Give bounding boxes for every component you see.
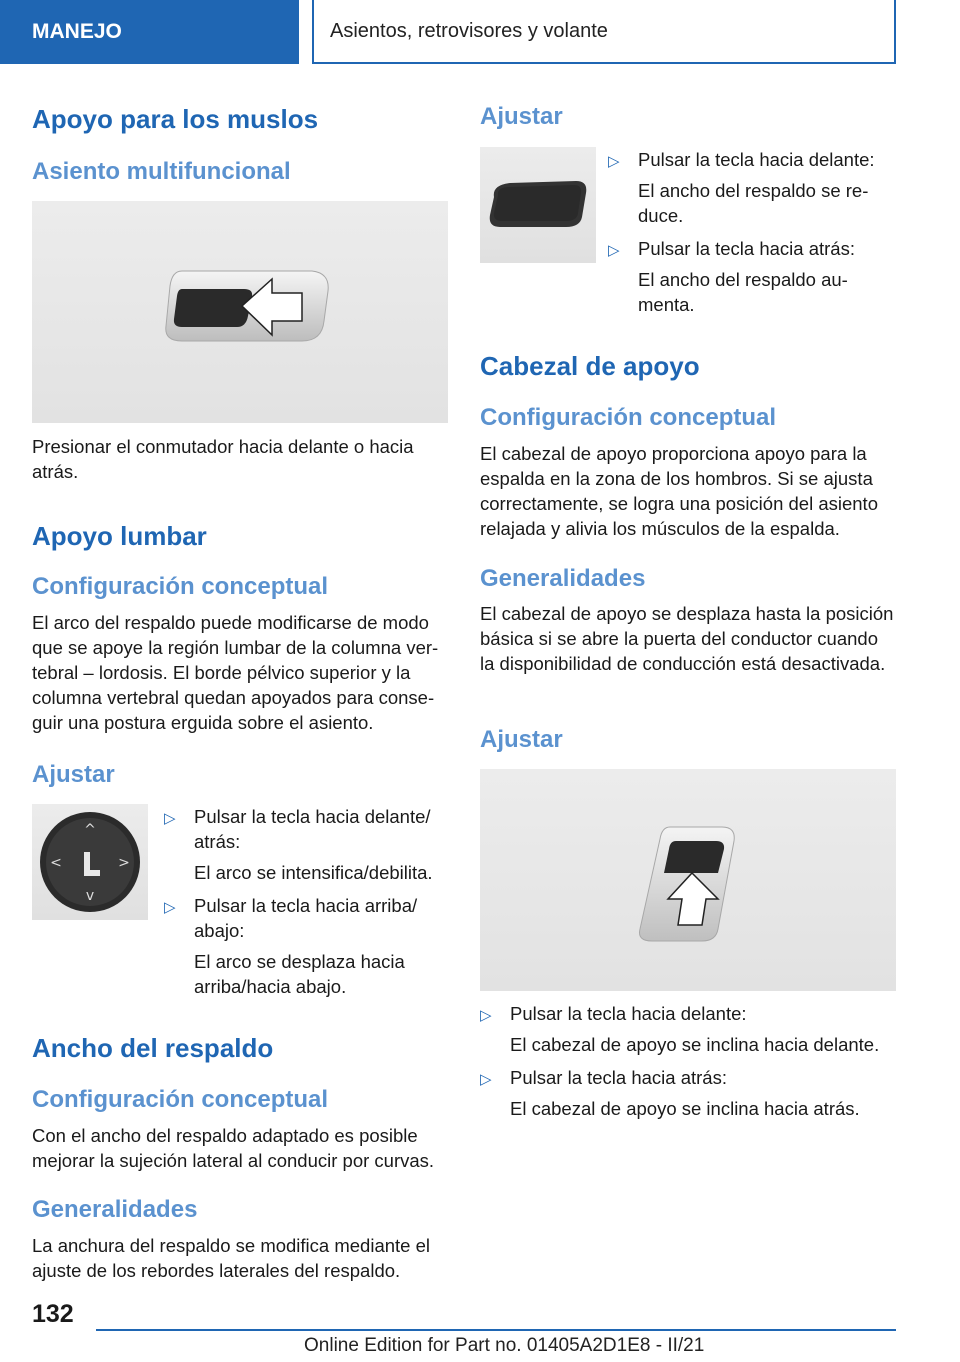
page-number: 132 xyxy=(32,1300,74,1328)
list-item xyxy=(608,147,898,228)
footer-divider xyxy=(96,1329,896,1331)
heading-cabezal-config: Configuración conceptual xyxy=(480,404,777,431)
list-item xyxy=(164,804,454,885)
thigh-switch-illustration xyxy=(32,201,448,423)
triangle-bullet-icon: ▷ xyxy=(608,242,620,259)
bullet-result: El ancho del respaldo aumenta. xyxy=(638,269,848,315)
heading-ancho-config: Configuración conceptual xyxy=(32,1086,329,1113)
heading-ancho-ajustar: Ajustar xyxy=(480,103,563,130)
text-muslos: Presionar el conmutador hacia delante o hacia atrás. xyxy=(32,436,414,482)
heading-cabezal: Cabezal de apoyo xyxy=(480,351,700,381)
triangle-bullet-icon: ▷ xyxy=(164,899,176,916)
svg-text:^: ^ xyxy=(84,822,96,838)
svg-text:>: > xyxy=(118,855,130,871)
header-chapter xyxy=(312,0,896,64)
text-cabezal-generalidades: El cabezal de apoyo se desplaza hasta la posición básica si se abre la puerta del conductor cuando la disponibilidad de conducción está desactivada. xyxy=(480,603,894,674)
headrest-switch-illustration xyxy=(480,769,896,991)
photo-width-button xyxy=(480,147,596,263)
heading-ancho: Ancho del respaldo xyxy=(32,1033,274,1063)
triangle-bullet-icon: ▷ xyxy=(164,810,176,827)
text-ancho-generalidades: La anchura del respaldo se modifica mediante el ajuste de los rebordes laterales del respaldo. xyxy=(32,1235,430,1281)
triangle-bullet-icon: ▷ xyxy=(480,1071,492,1088)
heading-ancho-generalidades: Generalidades xyxy=(32,1196,198,1223)
heading-multifuncional: Asiento multifuncional xyxy=(32,158,291,185)
triangle-bullet-icon: ▷ xyxy=(480,1007,492,1024)
header-section xyxy=(0,0,299,64)
heading-muslos: Apoyo para los muslos xyxy=(32,104,319,134)
photo-headrest-switch xyxy=(480,769,896,991)
photo-thigh-switch xyxy=(32,201,448,423)
bullet-action: Pulsar la tecla hacia delante/ atrás: xyxy=(194,806,431,852)
text-lumbar: El arco del respaldo puede modificarse de modo que se apoye la región lumbar de la columna vertebral – lordosis. El borde pélvico superior y la columna vertebral quedan apoyados para conseguir una postura erguida sobre el asiento. xyxy=(32,612,439,733)
bullet-action: Pulsar la tecla hacia atrás: xyxy=(510,1067,727,1088)
svg-text:v: v xyxy=(85,888,95,904)
heading-cabezal-generalidades: Generalidades xyxy=(480,565,646,592)
header-section-label: MANEJO xyxy=(32,20,122,43)
lumbar-bullet-list xyxy=(164,804,454,999)
bullet-result: El cabezal de apoyo se inclina hacia delante. xyxy=(510,1034,880,1055)
bullet-result: El arco se desplaza hacia arriba/hacia abajo. xyxy=(194,951,405,997)
list-item xyxy=(164,893,454,999)
photo-lumbar-control xyxy=(32,804,148,920)
cabezal-bullet-list xyxy=(480,1001,896,1121)
triangle-bullet-icon: ▷ xyxy=(608,153,620,170)
bullet-action: Pulsar la tecla hacia atrás: xyxy=(638,238,855,259)
list-item xyxy=(480,1065,896,1121)
width-button-illustration xyxy=(480,147,596,263)
bullet-action: Pulsar la tecla hacia delante: xyxy=(638,149,875,170)
list-item xyxy=(608,236,898,317)
bullet-result: El ancho del respaldo se reduce. xyxy=(638,180,869,226)
heading-lumbar-ajustar: Ajustar xyxy=(32,761,115,788)
heading-cabezal-ajustar: Ajustar xyxy=(480,726,563,753)
list-item xyxy=(480,1001,896,1057)
bullet-action: Pulsar la tecla hacia arriba/ abajo: xyxy=(194,895,418,941)
heading-lumbar-config: Configuración conceptual xyxy=(32,573,329,600)
bullet-action: Pulsar la tecla hacia delante: xyxy=(510,1003,747,1024)
bullet-result: El arco se intensifica/debilita. xyxy=(194,862,433,883)
svg-text:<: < xyxy=(50,855,62,871)
text-cabezal-config: El cabezal de apoyo proporciona apoyo para la espalda en la zona de los hombros. Si se ajusta correctamente, se logra una posición del asiento relajada y alivia los músculos de la espalda. xyxy=(480,443,878,539)
lumbar-control-illustration xyxy=(32,804,148,920)
heading-lumbar: Apoyo lumbar xyxy=(32,521,207,551)
bullet-result: El cabezal de apoyo se inclina hacia atrás. xyxy=(510,1098,860,1119)
header-chapter-label: Asientos, retrovisores y volante xyxy=(330,19,608,42)
ancho-bullet-list xyxy=(608,147,898,317)
footer-edition: Online Edition for Part no. 01405A2D1E8 - II/21 xyxy=(304,1335,705,1356)
text-ancho-config: Con el ancho del respaldo adaptado es posible mejorar la sujeción lateral al conducir por curvas. xyxy=(32,1125,435,1171)
